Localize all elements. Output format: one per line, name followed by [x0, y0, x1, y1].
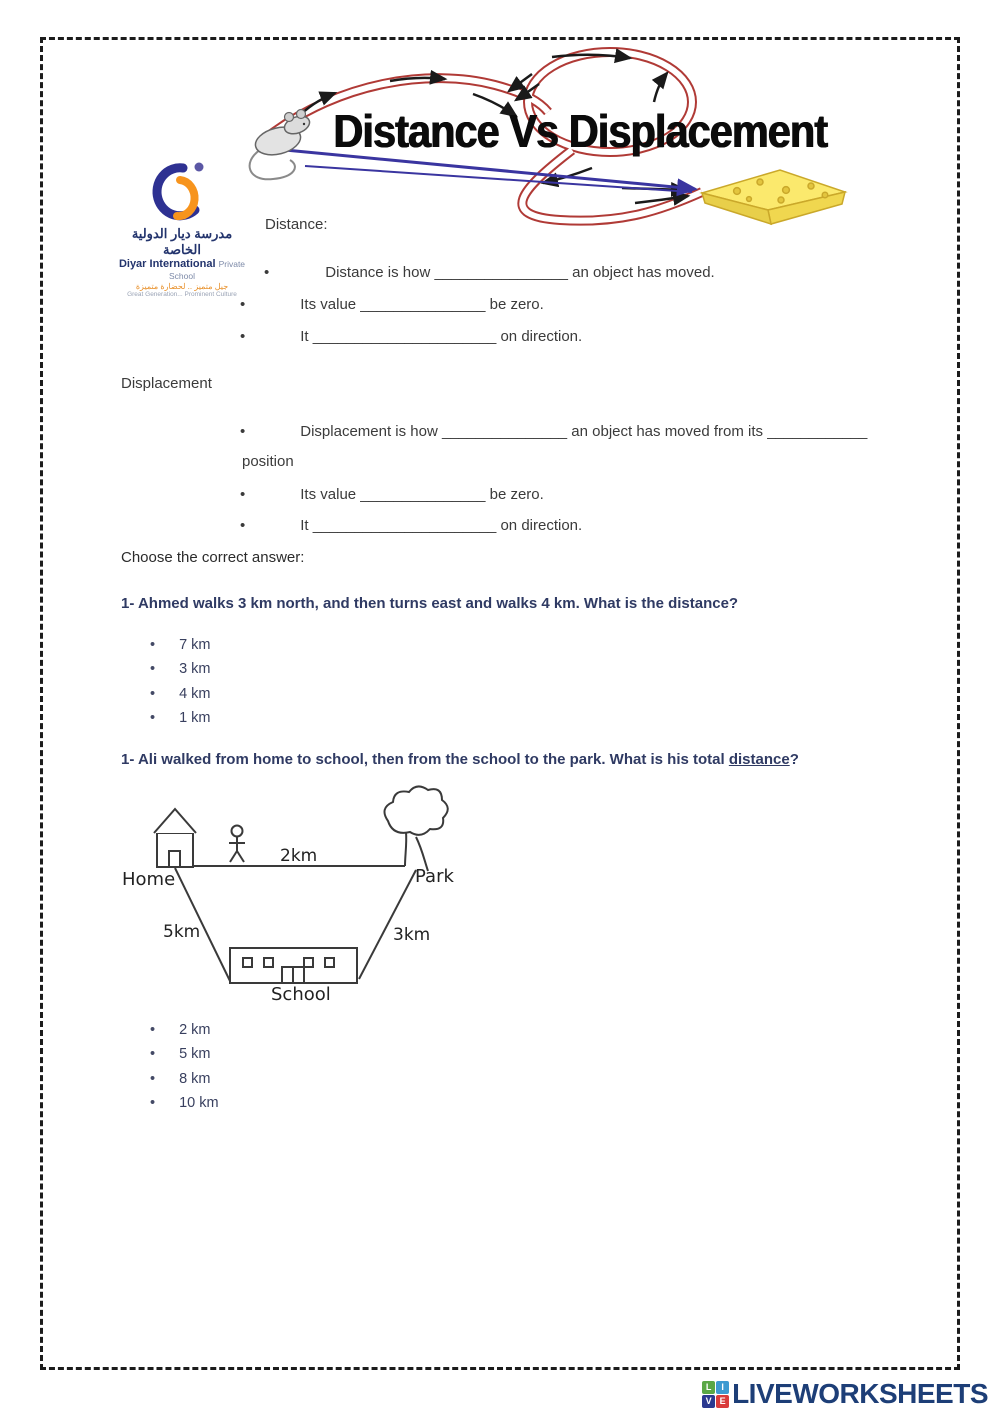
q1-option-4-label: 1 km	[179, 710, 211, 726]
stick-figure-icon	[229, 826, 245, 863]
home-label: Home	[122, 869, 176, 890]
displacement-bullet-1-text: Displacement is how _______________ an object has moved from its ____________	[300, 423, 868, 440]
q2-option-1-label: 2 km	[179, 1022, 211, 1038]
q2-option-4-label: 10 km	[179, 1095, 219, 1111]
displacement-bullet-2	[240, 486, 544, 503]
displacement-bullet-2-text: Its value _______________ be zero.	[300, 486, 544, 503]
bullet-icon: •	[150, 1022, 156, 1038]
bullet-icon: •	[240, 517, 246, 534]
home-school-distance-label: 5km	[163, 922, 201, 942]
bullet-icon: •	[240, 423, 246, 440]
q2-option-2-label: 5 km	[179, 1046, 211, 1062]
q1-option-1-label: 7 km	[179, 637, 211, 653]
school-building-icon	[230, 948, 357, 983]
bullet-icon: •	[240, 296, 246, 313]
bullet-icon: •	[264, 264, 270, 281]
bullet-icon: •	[150, 637, 156, 653]
home-park-distance-label: 2km	[280, 846, 318, 866]
page-title	[240, 104, 920, 158]
distance-bullet-1-text: Distance is how ________________ an object has moved.	[325, 264, 715, 281]
displacement-bullet-1-cont: position	[242, 453, 294, 470]
question-2-after: ?	[789, 751, 799, 768]
logo-letter-e: E	[716, 1395, 729, 1408]
bullet-icon: •	[150, 1095, 156, 1111]
page-title-text: Distance Vs Displacement	[333, 105, 827, 157]
displacement-heading: Displacement	[121, 375, 212, 392]
home-house-icon	[154, 809, 196, 867]
park-label: Park	[415, 866, 454, 887]
q1-option-1[interactable]	[150, 637, 211, 653]
distance-heading: Distance:	[265, 216, 328, 233]
distance-bullet-3-text: It ______________________ on direction.	[300, 328, 583, 345]
distance-bullet-3	[240, 328, 582, 345]
cheese-icon	[702, 170, 845, 224]
q2-option-3[interactable]	[150, 1071, 211, 1087]
bullet-icon: •	[150, 1046, 156, 1062]
q2-option-3-label: 8 km	[179, 1071, 211, 1087]
quiz-instruction: Choose the correct answer:	[121, 549, 305, 566]
question-2-underlined: distance	[728, 751, 790, 768]
distance-bullet-2-text: Its value _______________ be zero.	[300, 296, 544, 313]
displacement-bullet-3	[240, 517, 582, 534]
school-name-bold: Diyar International	[118, 258, 216, 270]
logo-letter-i: I	[716, 1381, 729, 1394]
school-name-light: Private School	[169, 259, 246, 281]
school-tagline-english: Great Generation... Prominent Culture	[127, 291, 237, 298]
q2-option-1[interactable]	[150, 1022, 211, 1038]
park-tree-icon	[384, 786, 447, 871]
bullet-icon: •	[240, 486, 246, 503]
question-1: 1- Ahmed walks 3 km north, and then turns east and walks 4 km. What is the distance?	[121, 595, 739, 612]
school-logo	[112, 160, 252, 298]
distance-bullet-1	[264, 264, 715, 281]
question-2-before: 1- Ali walked from home to school, then from the school to the park. What is his total	[121, 751, 729, 768]
bullet-icon: •	[150, 661, 156, 677]
question-2	[121, 751, 799, 768]
bullet-icon: •	[240, 328, 246, 345]
liveworksheets-wordmark: LIVEWORKSHEETS	[732, 1378, 988, 1409]
school-name-english	[112, 258, 252, 282]
school-name-arabic: مدرسة ديار الدولية الخاصة	[131, 226, 233, 257]
q1-option-2[interactable]	[150, 661, 211, 677]
q1-option-2-label: 3 km	[179, 661, 211, 677]
q1-option-3-label: 4 km	[179, 686, 211, 702]
bullet-icon: •	[150, 686, 156, 702]
q2-option-2[interactable]	[150, 1046, 211, 1062]
q1-option-4[interactable]	[150, 710, 211, 726]
q2-option-4[interactable]	[150, 1095, 219, 1111]
school-logo-icon	[147, 160, 217, 224]
liveworksheets-brand[interactable]	[702, 1378, 988, 1410]
school-park-distance-label: 3km	[393, 925, 431, 945]
route-diagram	[118, 785, 463, 1010]
displacement-bullet-1	[240, 423, 867, 440]
displacement-bullet-3-text: It ______________________ on direction.	[300, 517, 583, 534]
school-label: School	[271, 984, 331, 1005]
bullet-icon: •	[150, 710, 156, 726]
liveworksheets-logo-icon	[702, 1381, 729, 1408]
distance-bullet-2	[240, 296, 544, 313]
school-tagline-arabic: جيل متميز .. لحضارة متميزة	[135, 282, 229, 291]
bullet-icon: •	[150, 1071, 156, 1087]
q1-option-3[interactable]	[150, 686, 211, 702]
logo-letter-l: L	[702, 1381, 715, 1394]
logo-letter-v: V	[702, 1395, 715, 1408]
